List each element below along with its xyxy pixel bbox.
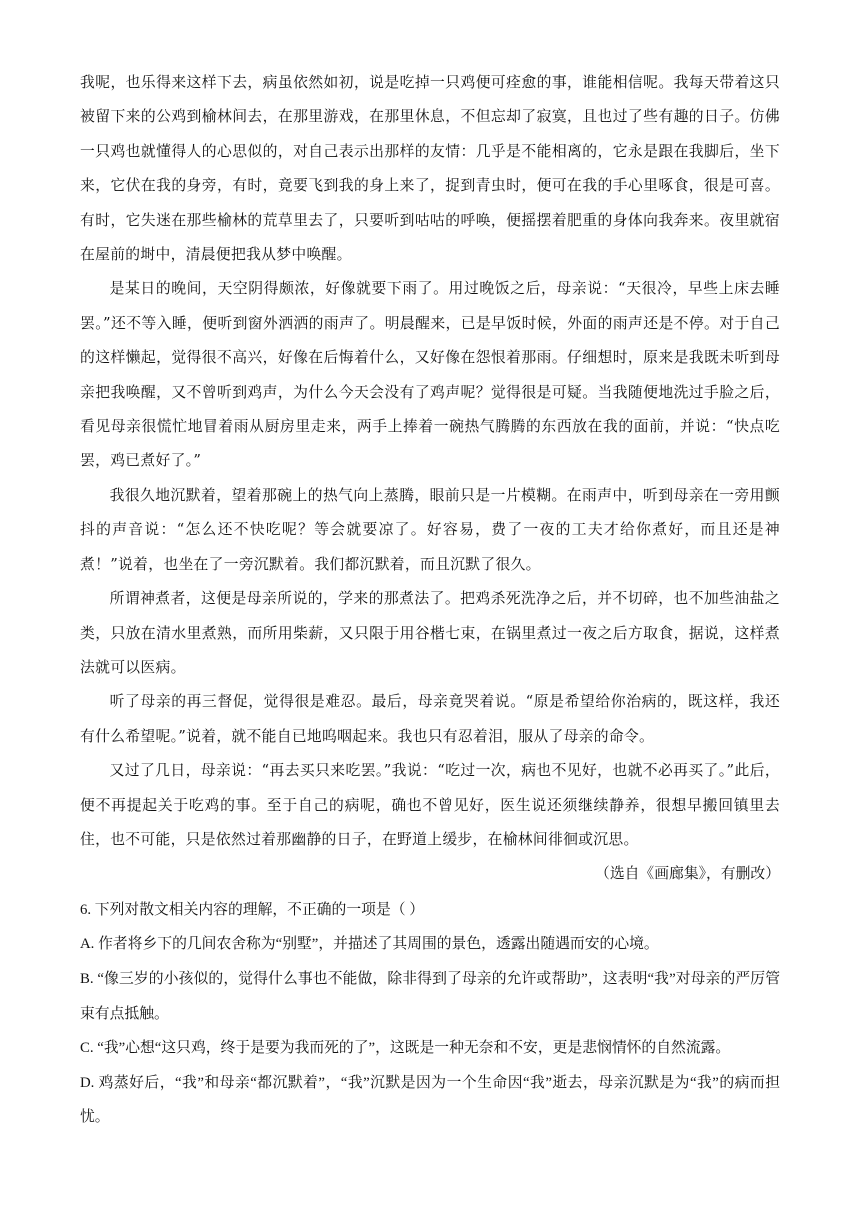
source-citation: （选自《画廊集》，有删改） [595, 865, 780, 883]
option-c: C. “我”心想“这只鸡，终于是要为我而死的了”，这既是一种无奈和不安，更是悲悯情怀的自然流露。 [80, 1040, 731, 1057]
option-b: B. “像三岁的小孩似的，觉得什么事也不能做，除非得到了母亲的允许或帮助”，这表明“我”对母亲的严厉管束有点抵触。 [80, 970, 780, 1022]
passage-paragraph: 我很久地沉默着，望着那碗上的热气向上蒸腾，眼前只是一片模糊。在雨声中，听到母亲在一旁用颤抖的声音说：“怎么还不快吃呢？等会就要凉了。好容易，费了一夜的工夫才给你煮好，而且还是神煮！”说着，也坐在了一旁沉默着。我们都沉默着，而且沉默了很久。 [80, 486, 780, 573]
passage-paragraph: 是某日的晚间，天空阴得颇浓，好像就要下雨了。用过晚饭之后，母亲说：“天很冷，早些上床去睡罢。”还不等入睡，便听到窗外洒洒的雨声了。明晨醒来，已是早饭时候，外面的雨声还是不停。对于自己的这样懒起，觉得很不高兴，好像在后悔着什么，又好像在怨恨着那雨。仔细想时，原来是我既未听到母亲把我唤醒，又不曾听到鸡声，为什么今天会没有了鸡声呢？觉得很是可疑。当我随便地洗过手脸之后，看见母亲很慌忙地冒着雨从厨房里走来，两手上捧着一碗热气腾腾的东西放在我的面前，并说：“快点吃罢，鸡已煮好了。” [80, 280, 780, 470]
passage-paragraph: 所谓神煮者，这便是母亲所说的，学来的那煮法了。把鸡杀死洗净之后，并不切碎，也不加些油盐之类，只放在清水里煮熟，而所用柴薪，又只限于用谷楷七束，在锅里煮过一夜之后方取食，据说，这样煮法就可以医病。 [80, 590, 780, 676]
option-a: A. 作者将乡下的几间农舍称为“别墅”，并描述了其周围的景色，透露出随遇而安的心境。 [80, 936, 659, 953]
question-stem: 6. 下列对散文相关内容的理解，不正确的一项是（ ） [80, 901, 425, 918]
passage-paragraph: 又过了几日，母亲说：“再去买只来吃罢。”我说：“吃过一次，病也不见好，也就不必再买了。”此后，便不再提起关于吃鸡的事。至于自己的病呢，确也不曾见好，医生说还须继续静养，很想早搬回镇里去住，也不可能，只是依然过着那幽静的日子，在野道上缓步，在榆林间徘徊或沉思。 [80, 762, 780, 848]
document-page [80, 66, 780, 1135]
essay-passage [80, 66, 780, 857]
option-d: D. 鸡蒸好后，“我”和母亲“都沉默着”，“我”沉默是因为一个生命因“我”逝去，母亲沉默是为“我”的病而担忧。 [80, 1074, 780, 1126]
passage-paragraph: 我呢，也乐得来这样下去，病虽依然如初，说是吃掉一只鸡便可痊愈的事，谁能相信呢。我每天带着这只被留下来的公鸡到榆林间去，在那里游戏，在那里休息，不但忘却了寂寞，且也过了些有趣的日子。仿佛一只鸡也就懂得人的心思似的，对自己表示出那样的友情：几乎是不能相离的，它永是跟在我脚后，坐下来，它伏在我的身旁，有时，竟要飞到我的身上来了，捉到青虫时，便可在我的手心里啄食，很是可喜。有时，它失迷在那些榆林的荒草里去了，只要听到咕咕的呼唤，便摇摆着肥重的身体向我奔来。夜里就宿在屋前的埘中，清晨便把我从梦中唤醒。 [80, 74, 780, 264]
question-6 [80, 893, 780, 1135]
passage-paragraph: 听了母亲的再三督促，觉得很是难忍。最后，母亲竟哭着说。“原是希望给你治病的，既这样，我还有什么希望呢。”说着，就不能自已地呜咽起来。我也只有忍着泪，服从了母亲的命令。 [80, 693, 780, 745]
